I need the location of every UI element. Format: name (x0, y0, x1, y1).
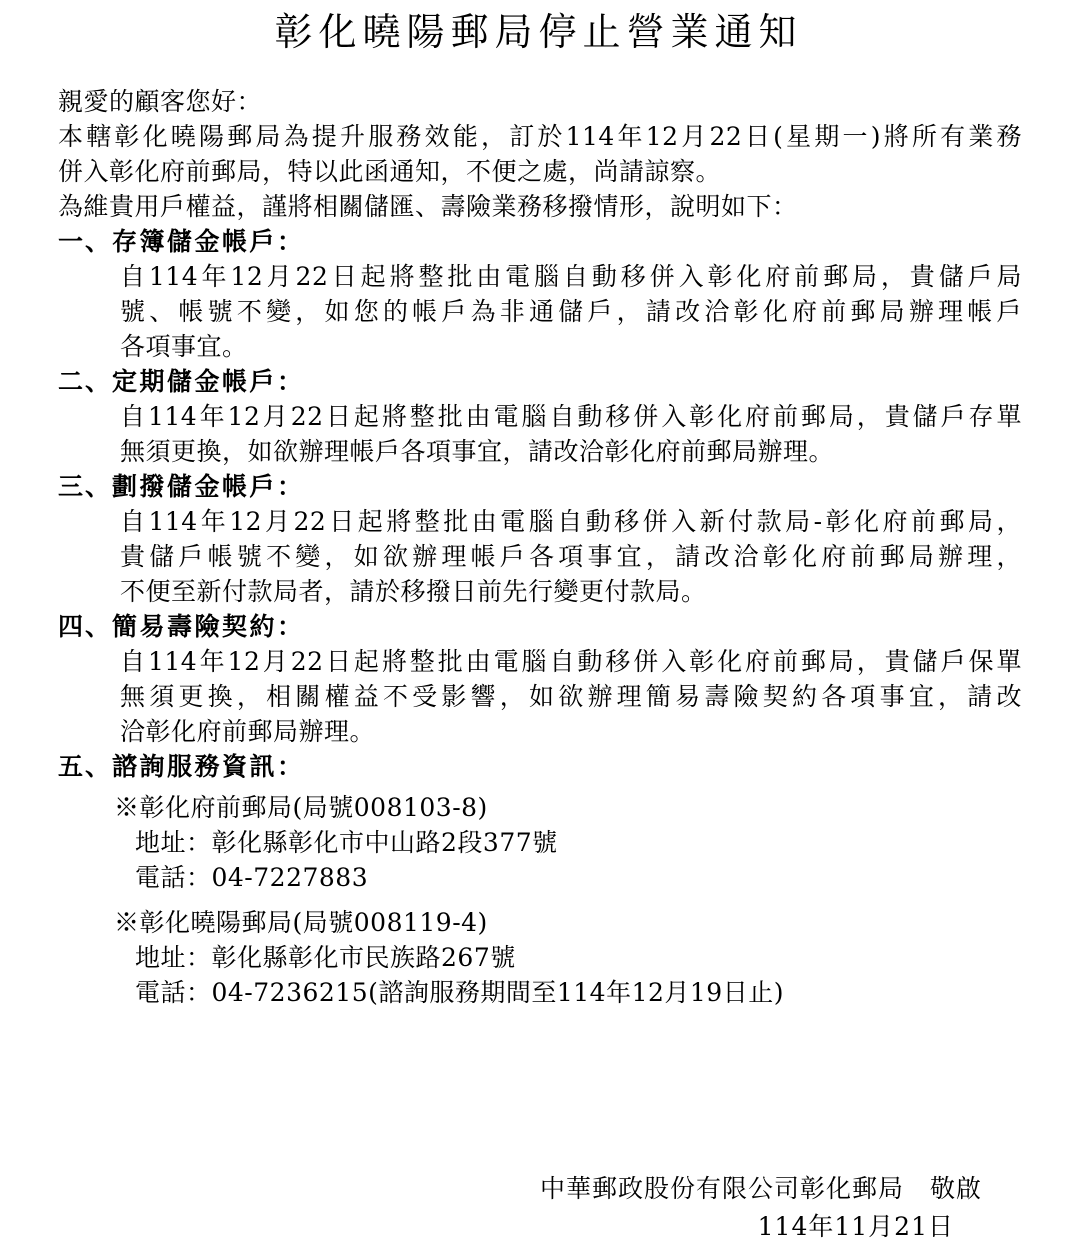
notice-body (58, 84, 1022, 1010)
item-text-line: 自114年12月22日起將整批由電腦自動移併入彰化府前郵局，貴儲戶局 (120, 262, 1022, 291)
list-item-4 (58, 609, 1022, 749)
item-text-line: 不便至新付款局者，請於移撥日前先行變更付款局。 (120, 577, 707, 606)
item-marker: 五、 (58, 752, 113, 781)
item-text-line: 號、帳號不變，如您的帳戶為非通儲戶，請改洽彰化府前郵局辦理帳戶 (120, 297, 1022, 326)
item-marker: 三、 (58, 472, 113, 501)
item-text-line: 無須更換，如欲辦理帳戶各項事宜，請改洽彰化府前郵局辦理。 (120, 437, 835, 466)
item-text-line: 無須更換，相關權益不受影響，如欲辦理簡易壽險契約各項事宜，請改 (120, 682, 1022, 711)
item-text-line: 自114年12月22日起將整批由電腦自動移併入彰化府前郵局，貴儲戶保單 (120, 647, 1022, 676)
office-phone-line: 電話：04-7227883 (135, 863, 369, 892)
office-block-1 (114, 790, 1022, 895)
intro-paragraph (58, 119, 1022, 224)
item-heading: 諮詢服務資訊： (112, 752, 305, 781)
item-heading: 簡易壽險契約： (112, 612, 305, 641)
date-line: 114年11月21日 (757, 1212, 954, 1241)
item-heading-row (58, 364, 1022, 399)
list-item-5 (58, 749, 1022, 1010)
item-heading-row (58, 749, 1022, 784)
list-item-3 (58, 469, 1022, 609)
office-block-2 (114, 905, 1022, 1010)
item-marker: 四、 (58, 612, 113, 641)
item-text-line: 各項事宜。 (120, 332, 248, 361)
list-item-1 (58, 224, 1022, 364)
item-heading: 存簿儲金帳戶： (112, 227, 305, 256)
signature-line: 中華郵政股份有限公司彰化郵局 敬啟 (539, 1174, 982, 1203)
item-heading-row (58, 609, 1022, 644)
items-list (58, 224, 1022, 1010)
list-item-2 (58, 364, 1022, 469)
item-text-line: 洽彰化府前郵局辦理。 (120, 717, 376, 746)
greeting-line: 親愛的顧客您好： (58, 87, 263, 116)
item-heading-row (58, 469, 1022, 504)
item-text-line: 自114年12月22日起將整批由電腦自動移併入新付款局-彰化府前郵局， (120, 507, 1022, 536)
item-text-line: 自114年12月22日起將整批由電腦自動移併入彰化府前郵局，貴儲戶存單 (120, 402, 1022, 431)
office-name-line: ※彰化府前郵局(局號008103-8) (114, 793, 488, 822)
intro-line: 併入彰化府前郵局，特以此函通知，不便之處，尚請諒察。 (58, 157, 722, 186)
intro-line: 本轄彰化曉陽郵局為提升服務效能，訂於114年12月22日(星期一)將所有業務 (58, 122, 1022, 151)
item-text-line: 貴儲戶帳號不變，如欲辦理帳戶各項事宜，請改洽彰化府前郵局辦理， (120, 542, 1022, 571)
page-title: 彰化曉陽郵局停止營業通知 (274, 10, 803, 54)
office-name-line: ※彰化曉陽郵局(局號008119-4) (114, 908, 488, 937)
footer (540, 1170, 982, 1246)
item-heading: 劃撥儲金帳戶： (112, 472, 305, 501)
item-marker: 一、 (58, 227, 113, 256)
item-marker: 二、 (58, 367, 113, 396)
intro-line: 為維貴用戶權益，謹將相關儲匯、壽險業務移撥情形，說明如下： (58, 192, 798, 221)
office-phone-line: 電話：04-7236215(諮詢服務期間至114年12月19日止) (135, 978, 784, 1007)
office-address-line: 地址：彰化縣彰化市中山路2段377號 (135, 828, 558, 857)
item-heading-row (58, 224, 1022, 259)
office-address-line: 地址：彰化縣彰化市民族路267號 (135, 943, 516, 972)
item-heading: 定期儲金帳戶： (112, 367, 305, 396)
